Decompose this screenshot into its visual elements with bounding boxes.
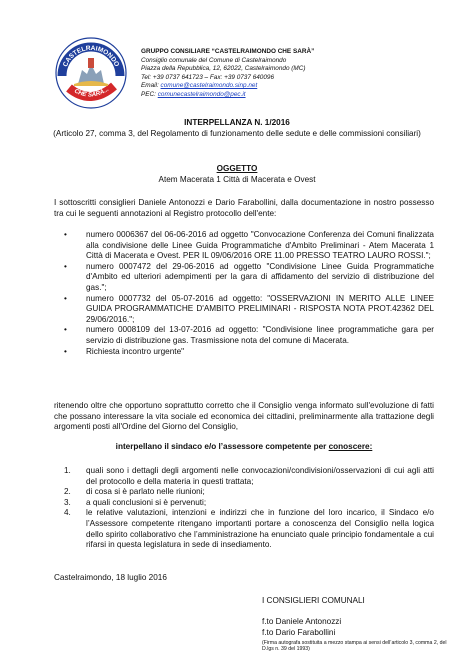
title-heading: INTERPELLANZA N. 1/2016 bbox=[184, 118, 290, 127]
list-item-text: numero 0008109 del 13-07-2016 ad oggetto: "Condivisione linee programmatiche gara per servizio di distribuzione gas. Trasmissione nota del comune di Macerata. bbox=[86, 325, 434, 345]
questions-list bbox=[54, 466, 434, 551]
signature-names bbox=[262, 617, 452, 638]
bullet-icon: • bbox=[64, 230, 67, 239]
interpellation-prefix: interpellano il sindaco e/o l’assessore competente per bbox=[115, 442, 329, 451]
organization-name: GRUPPO CONSILIARE “CASTELRAIMONDO CHE SARÀ” bbox=[141, 48, 315, 55]
bullet-icon: • bbox=[64, 293, 67, 303]
list-item bbox=[54, 294, 434, 326]
council-name: Consiglio comunale del Comune di Castelraimondo bbox=[141, 56, 287, 64]
logo-text-top: CASTELRAIMONDO bbox=[61, 44, 121, 68]
bullet-icon: • bbox=[64, 261, 67, 271]
question-item bbox=[54, 466, 434, 487]
question-item bbox=[54, 508, 434, 550]
pec-line bbox=[141, 91, 441, 100]
party-logo bbox=[54, 36, 128, 110]
body-paragraph: ritenendo oltre che opportuno soprattutto corretto che il Consiglio venga informato sull'evoluzione di fatti che possano interessare la vita sociale ed economica dei cittadini, preliminarmente alla trattazione degli argomenti posti all'Ordine del Giorno del Consiglio, bbox=[54, 401, 434, 432]
list-item-text: numero 0006367 del 06-06-2016 ad oggetto "Convocazione Conferenza dei Comuni finalizzata alla condivisione delle Linee Guida Programmatiche d'Ambito Preliminari - Atem Macerata 1 Città di Macerata e Ovest. PER IL 09/06/2016 ORE 11.00 PRESSO TEATRO LAURO ROSSI."; bbox=[86, 230, 434, 261]
question-item bbox=[54, 498, 434, 509]
email-link[interactable]: comune@castelraimondo.sinp.net bbox=[160, 82, 258, 90]
signature-title: I CONSIGLIERI COMUNALI bbox=[262, 596, 365, 605]
signature-footnote: (Firma autografa sostituita a mezzo stampa ai sensi dell’articolo 3, comma 2, del D.lgs n. 39 del 1993) bbox=[262, 640, 447, 653]
protocol-list bbox=[54, 230, 434, 357]
list-item-text: Richiesta incontro urgente" bbox=[86, 346, 185, 356]
list-item bbox=[54, 347, 434, 358]
list-item-text: numero 0007472 del 29-06-2016 ad oggetto "Condivisione Linee Guida Programmatiche d'Ambito ed ulteriori adempimenti per la gara di affidamento del servizio di distribuzione del gas."; bbox=[86, 261, 434, 292]
title-subheading: (Articolo 27, comma 3, del Regolamento di funzionamento delle sedute e delle commissioni consiliari) bbox=[53, 128, 421, 138]
signature-name: f.to Dario Farabollini bbox=[262, 627, 336, 637]
pec-link[interactable]: comunecastelraimondo@pec.it bbox=[157, 90, 246, 98]
list-item bbox=[54, 262, 434, 294]
bullet-icon: • bbox=[64, 325, 67, 335]
interpellation-line bbox=[54, 442, 434, 453]
intro-paragraph: I sottoscritti consiglieri Daniele Antonozzi e Dario Farabollini, dalla documentazione in nostro possesso tra cui le seguenti annotazioni al Registro protocollo dell'ente: bbox=[54, 198, 434, 218]
bullet-icon: • bbox=[64, 346, 67, 356]
email-line bbox=[141, 82, 441, 91]
question-text: di cosa si è parlato nelle riunioni; bbox=[86, 487, 205, 497]
list-item-text: numero 0007732 del 05-07-2016 ad oggetto: "OSSERVAZIONI IN MERITO ALLE LINEE GUIDA PROGRAMMATICHE D'AMBITO PRELIMINARI - RISPOSTA NOTA PROT.42362 DEL 29/06/2016."; bbox=[86, 293, 434, 324]
question-number: 4. bbox=[64, 508, 71, 518]
email-label: Email: bbox=[141, 82, 161, 90]
pec-label: PEC: bbox=[141, 90, 158, 98]
list-item bbox=[54, 230, 434, 262]
document-date: Castelraimondo, 18 luglio 2016 bbox=[54, 573, 167, 582]
question-number: 1. bbox=[64, 466, 71, 475]
list-item bbox=[54, 325, 434, 346]
question-item bbox=[54, 487, 434, 498]
phone-fax: Tel: +39 0737 641723 – Fax: +39 0737 640096 bbox=[141, 73, 275, 81]
subject-text: Atem Macerata 1 Città di Macerata e Ovest bbox=[158, 174, 316, 184]
question-number: 2. bbox=[64, 487, 71, 497]
subject-heading: OGGETTO bbox=[216, 164, 258, 173]
address: Piazza della Repubblica, 12, 62022, Castelraimondo (MC) bbox=[141, 65, 306, 73]
question-number: 3. bbox=[64, 497, 71, 507]
interpellation-underlined: conoscere: bbox=[328, 442, 373, 451]
signature-name: f.to Daniele Antonozzi bbox=[262, 617, 342, 626]
letterhead bbox=[141, 48, 441, 100]
question-text: quali sono i dettagli degli argomenti nelle convocazioni/condivisioni/osservazioni di cui agli atti del protocollo e della materia in questi trattata; bbox=[86, 466, 434, 486]
document-title bbox=[40, 118, 434, 139]
question-text: a quali conclusioni si è pervenuti; bbox=[86, 497, 207, 507]
logo-text-bottom: CHE SARÀ... bbox=[73, 85, 111, 99]
question-text: le relative valutazioni, intenzioni e indirizzi che in funzione del loro incarico, il Sindaco e/o l’Assessore competente ritengano importanti portare a conoscenza del Consiglio nella logica dello spirito collaborativo che l’amministrazione ha enunciato quale principio fondamentale a cui rifarsi in questa legislatura in sede di insediamento. bbox=[86, 508, 434, 550]
subject-block bbox=[40, 164, 434, 185]
